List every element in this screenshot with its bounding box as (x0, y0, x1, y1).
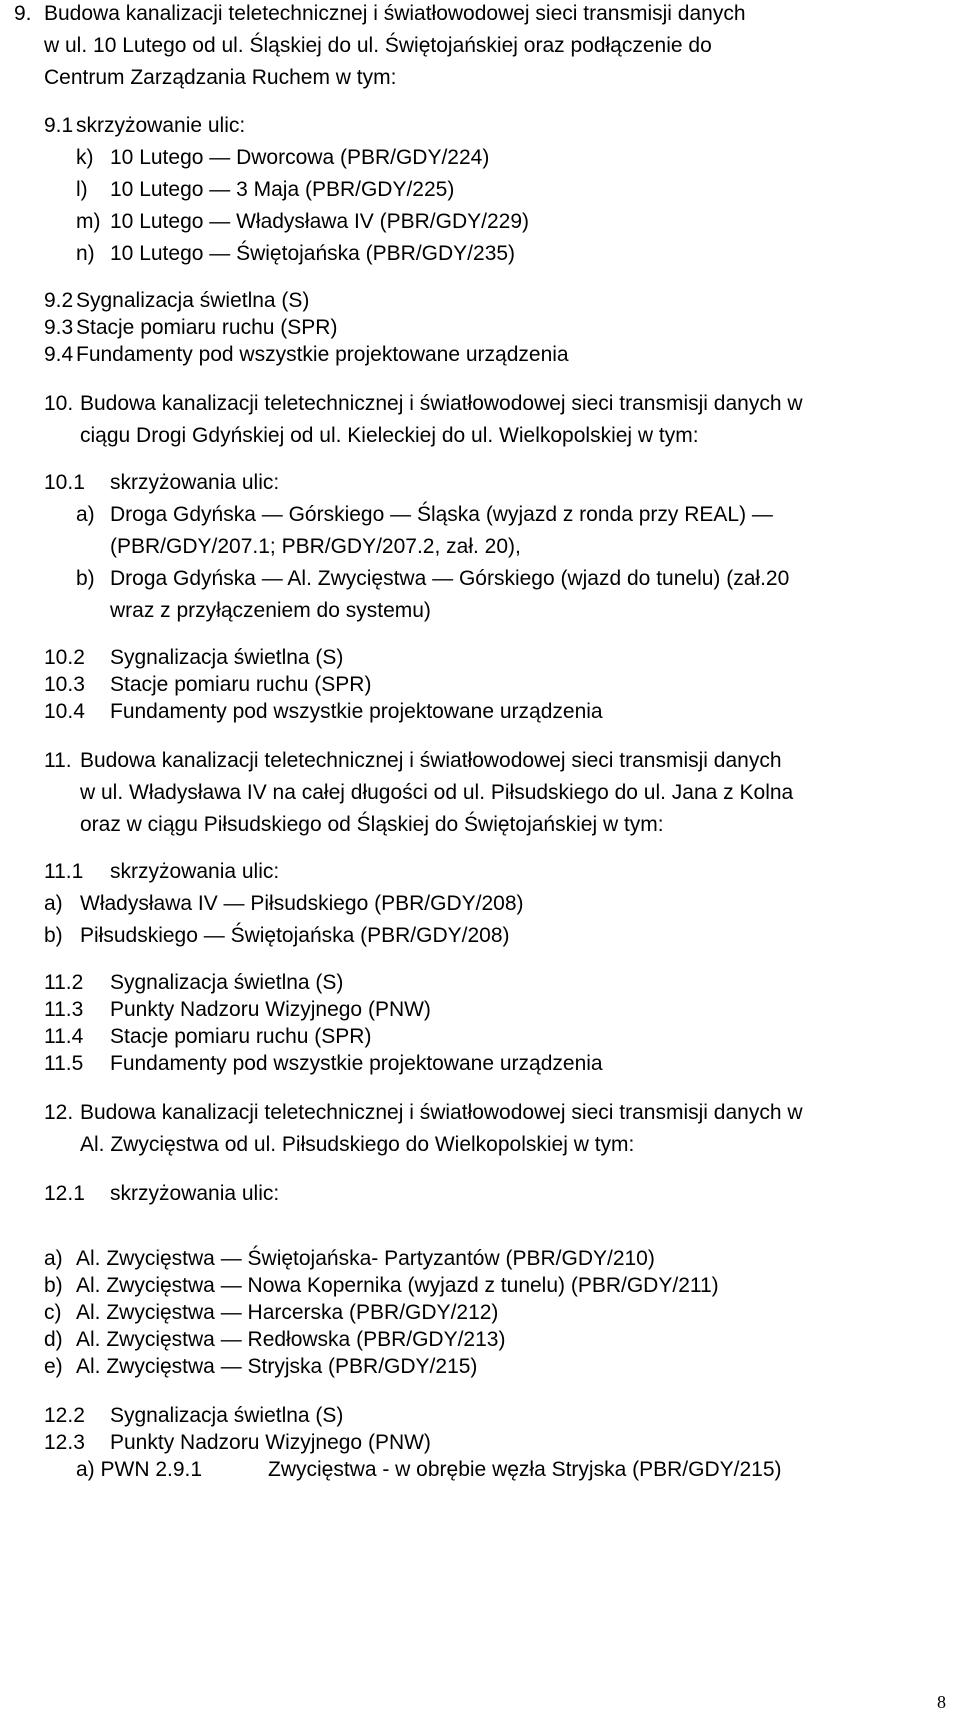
list-item: Al. Zwycięstwa — Redłowska (PBR/GDY/213) (76, 1328, 506, 1351)
list-item: (PBR/GDY/207.1; PBR/GDY/207.2, zał. 20), (110, 535, 521, 558)
subsection-number: 9.2 (44, 289, 74, 312)
pwn-label: a) PWN 2.9.1 (76, 1458, 203, 1481)
subsection-label: Stacje pomiaru ruchu (SPR) (110, 1025, 372, 1048)
list-item: 10 Lutego — Władysława IV (PBR/GDY/229) (110, 210, 530, 233)
section-9-heading: Budowa kanalizacji teletechnicznej i światłowodowej sieci transmisji danych (44, 2, 746, 25)
list-item-marker: a) (76, 503, 95, 526)
list-item: 10 Lutego — Świętojańska (PBR/GDY/235) (110, 242, 516, 265)
subsection-label: skrzyżowania ulic: (110, 1182, 280, 1205)
list-item-marker: e) (44, 1355, 63, 1378)
subsection-number: 10.4 (44, 700, 85, 723)
subsection-number: 12.1 (44, 1182, 85, 1205)
list-item: Al. Zwycięstwa — Harcerska (PBR/GDY/212) (76, 1301, 499, 1324)
list-item-marker: m) (76, 210, 101, 233)
section-11-heading: oraz w ciągu Piłsudskiego od Śląskiej do Świętojańskiej w tym: (80, 813, 664, 836)
subsection-label: Sygnalizacja świetlna (S) (110, 646, 344, 669)
list-item-marker: k) (76, 146, 94, 169)
section-9-number: 9. (14, 2, 32, 25)
section-12-heading: Al. Zwycięstwa od ul. Piłsudskiego do Wielkopolskiej w tym: (80, 1133, 635, 1156)
list-item: 10 Lutego — Dworcowa (PBR/GDY/224) (110, 146, 490, 169)
subsection-number: 10.1 (44, 471, 85, 494)
subsection-label: skrzyżowania ulic: (110, 860, 280, 883)
subsection-label: Stacje pomiaru ruchu (SPR) (110, 673, 372, 696)
list-item-marker: b) (76, 567, 95, 590)
list-item-marker: d) (44, 1328, 63, 1351)
subsection-label: Fundamenty pod wszystkie projektowane urządzenia (110, 700, 603, 723)
subsection-number: 11.2 (44, 971, 84, 994)
section-9-heading: w ul. 10 Lutego od ul. Śląskiej do ul. Świętojańskiej oraz podłączenie do (44, 34, 712, 57)
list-item: wraz z przyłączeniem do systemu) (110, 599, 431, 622)
subsection-label: skrzyżowania ulic: (110, 471, 280, 494)
subsection-label: Fundamenty pod wszystkie projektowane urządzenia (76, 343, 569, 366)
subsection-label: skrzyżowanie ulic: (76, 114, 246, 137)
list-item: Al. Zwycięstwa — Świętojańska- Partyzantów (PBR/GDY/210) (76, 1247, 655, 1270)
section-9-heading: Centrum Zarządzania Ruchem w tym: (44, 66, 397, 89)
list-item: 10 Lutego — 3 Maja (PBR/GDY/225) (110, 178, 455, 201)
list-item: Droga Gdyńska — Górskiego — Śląska (wyjazd z ronda przy REAL) — (110, 503, 773, 526)
list-item: Piłsudskiego — Świętojańska (PBR/GDY/208) (80, 924, 510, 947)
list-item-marker: a) (44, 892, 63, 915)
subsection-label: Fundamenty pod wszystkie projektowane urządzenia (110, 1052, 603, 1075)
subsection-label: Punkty Nadzoru Wizyjnego (PNW) (110, 1431, 431, 1454)
section-10-number: 10. (44, 392, 74, 415)
subsection-number: 10.3 (44, 673, 85, 696)
list-item-marker: c) (44, 1301, 62, 1324)
list-item-marker: a) (44, 1247, 63, 1270)
subsection-number: 9.3 (44, 316, 74, 339)
list-item-marker: b) (44, 924, 63, 947)
section-11-heading: Budowa kanalizacji teletechnicznej i światłowodowej sieci transmisji danych (80, 749, 782, 772)
page-number: 8 (937, 1692, 946, 1712)
subsection-number: 9.1 (44, 114, 74, 137)
subsection-number: 12.3 (44, 1431, 85, 1454)
pwn-text: Zwycięstwa - w obrębie węzła Stryjska (PBR/GDY/215) (268, 1458, 782, 1481)
section-12-number: 12. (44, 1101, 74, 1124)
subsection-number: 12.2 (44, 1404, 85, 1427)
subsection-number: 11.5 (44, 1052, 84, 1075)
list-item-marker: b) (44, 1274, 63, 1297)
list-item: Al. Zwycięstwa — Stryjska (PBR/GDY/215) (76, 1355, 478, 1378)
subsection-number: 10.2 (44, 646, 85, 669)
list-item-marker: n) (76, 242, 95, 265)
subsection-label: Sygnalizacja świetlna (S) (76, 289, 310, 312)
list-item: Władysława IV — Piłsudskiego (PBR/GDY/208) (80, 892, 524, 915)
subsection-number: 9.4 (44, 343, 74, 366)
section-11-heading: w ul. Władysława IV na całej długości od ul. Piłsudskiego do ul. Jana z Kolna (80, 781, 794, 804)
subsection-number: 11.4 (44, 1025, 84, 1048)
subsection-label: Sygnalizacja świetlna (S) (110, 1404, 344, 1427)
subsection-number: 11.1 (44, 860, 84, 883)
subsection-label: Punkty Nadzoru Wizyjnego (PNW) (110, 998, 431, 1021)
subsection-label: Stacje pomiaru ruchu (SPR) (76, 316, 338, 339)
list-item-marker: l) (76, 178, 88, 201)
subsection-label: Sygnalizacja świetlna (S) (110, 971, 344, 994)
section-10-heading: Budowa kanalizacji teletechnicznej i światłowodowej sieci transmisji danych w (80, 392, 803, 415)
list-item: Droga Gdyńska — Al. Zwycięstwa — Górskiego (wjazd do tunelu) (zał.20 (110, 567, 790, 590)
section-11-number: 11. (44, 749, 72, 772)
list-item: Al. Zwycięstwa — Nowa Kopernika (wyjazd z tunelu) (PBR/GDY/211) (76, 1274, 719, 1297)
section-10-heading: ciągu Drogi Gdyńskiej od ul. Kieleckiej do ul. Wielkopolskiej w tym: (80, 424, 699, 447)
section-12-heading: Budowa kanalizacji teletechnicznej i światłowodowej sieci transmisji danych w (80, 1101, 803, 1124)
subsection-number: 11.3 (44, 998, 84, 1021)
